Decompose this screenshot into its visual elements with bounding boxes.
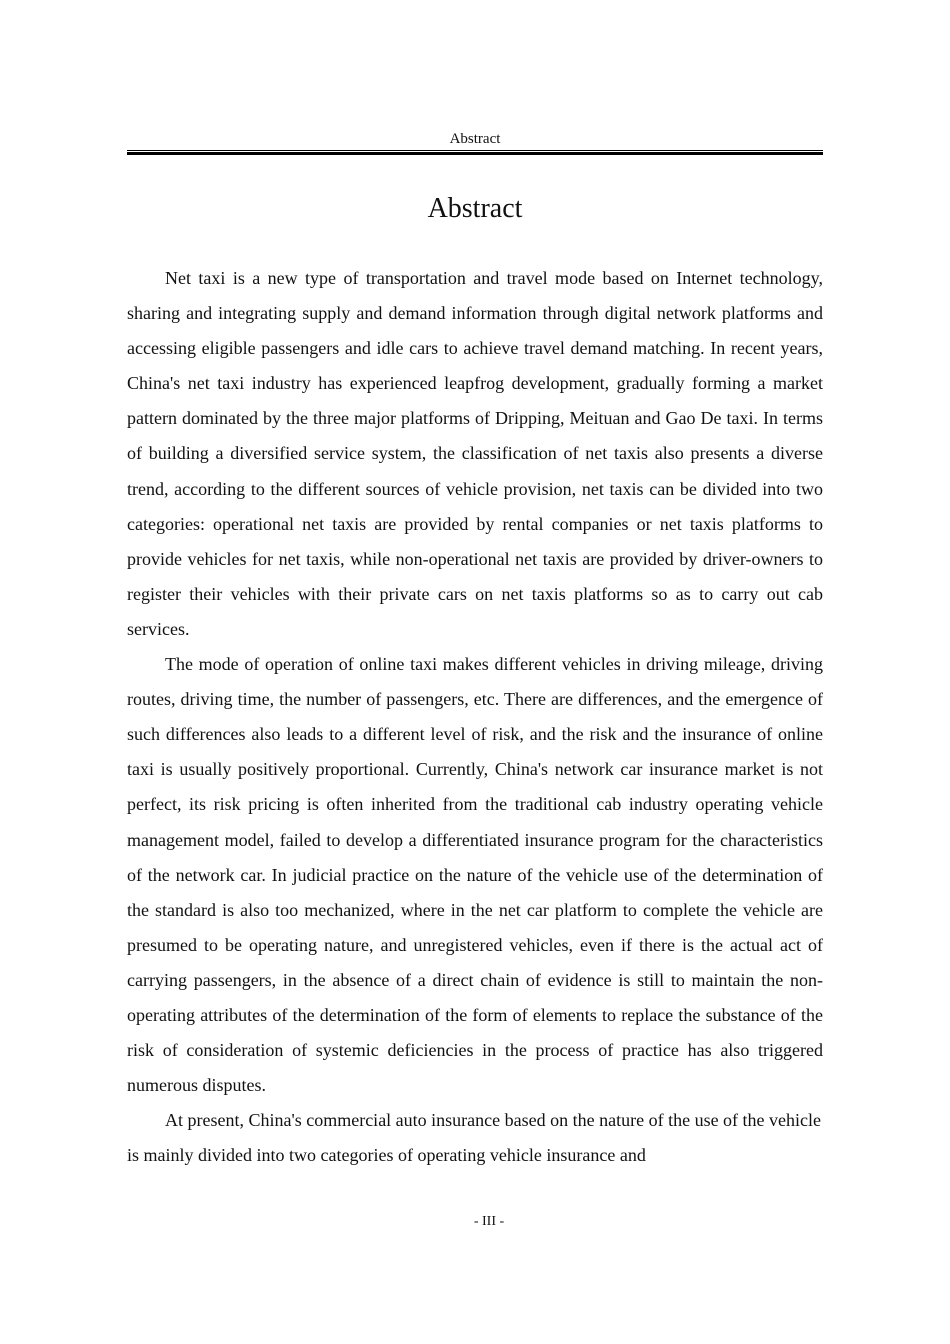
abstract-body [127, 261, 823, 1173]
header-rule-thin [127, 150, 823, 151]
running-header: Abstract [449, 131, 501, 147]
page-title: Abstract [427, 193, 523, 224]
paragraph-3: At present, China's commercial auto insurance based on the nature of the use of the vehicle is mainly divided into two categories of operating vehicle insurance and [127, 1110, 822, 1166]
page-number: - III - [473, 1214, 505, 1229]
paragraph-2: The mode of operation of online taxi makes different vehicles in driving mileage, driving routes, driving time, the number of passengers, etc. There are differences, and the emergence of such differences also leads to a different level of risk, and the risk and the insurance of online taxi is usually positively proportional. Currently, China's network car insurance market is not perfect, its risk pricing is often inherited from the traditional cab industry operating vehicle management model, failed to develop a differentiated insurance program for the characteristics of the network car. In judicial practice on the nature of the vehicle use of the determination of the standard is also too mechanized, where in the net car platform to complete the vehicle are presumed to be operating nature, and unregistered vehicles, even if there is the actual act of carrying passengers, in the absence of a direct chain of evidence is still to maintain the non-operating attributes of the determination of the form of elements to replace the substance of the risk of consideration of systemic deficiencies in the process of practice has also triggered numerous disputes. [127, 654, 823, 1096]
paragraph-1: Net taxi is a new type of transportation and travel mode based on Internet technology, sharing and integrating supply and demand information through digital network platforms and accessing eligible passengers and idle cars to achieve travel demand matching. In recent years, China's net taxi industry has experienced leapfrog development, gradually forming a market pattern dominated by the three major platforms of Dripping, Meituan and Gao De taxi. In terms of building a diversified service system, the classification of net taxis also presents a diverse trend, according to the different sources of vehicle provision, net taxis can be divided into two categories: operational net taxis are provided by rental companies or net taxis platforms to provide vehicles for net taxis, while non-operational net taxis are provided by driver-owners to register their vehicles with their private cars on net taxis platforms so as to carry out cab services. [127, 268, 823, 639]
header-rule-thick [127, 152, 823, 155]
